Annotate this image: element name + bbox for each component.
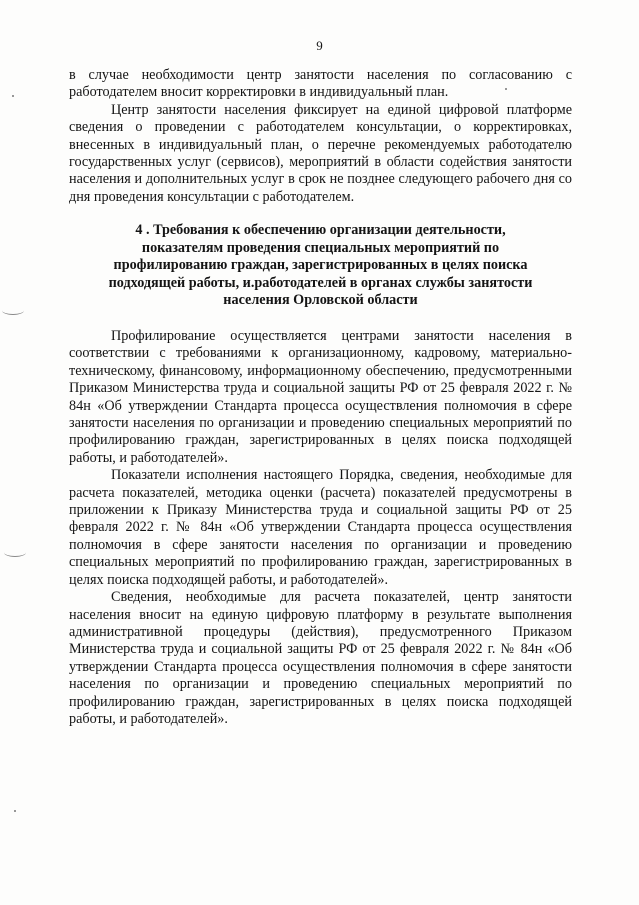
scan-speck xyxy=(12,95,14,97)
scan-speck xyxy=(14,810,16,812)
heading-line: профилированию граждан, зарегистрированных в целях поиска xyxy=(113,257,528,274)
paragraph: Профилирование осуществляется центрами занятости населения в соответствии с требованиями к организационному, кадровому, материально-техническому, финансовому, информационному обеспечению, предусмотренными Приказом Министерства труда и социальной защиты РФ от 25 февраля 2022 г. № 84н «Об утверждении Стандарта процесса осуществления полномочия в сфере занятости населения по организации и проведению специальных мероприятий по профилированию граждан, зарегистрированных в целях поиска подходящей работы, и работодателей». xyxy=(69,328,572,466)
section-body xyxy=(69,328,572,728)
heading-line: населения Орловской области xyxy=(223,292,418,309)
heading-line: показателям проведения специальных мероприятий по xyxy=(141,239,500,256)
heading-line: подходящей работы, и.работодателей в органах службы занятости xyxy=(108,274,533,291)
heading-line: 4 . Требования к обеспечению организации деятельности, xyxy=(135,222,506,238)
paragraph: Показатели исполнения настоящего Порядка, сведения, необходимые для расчета показателей, методика оценки (расчета) показателей предусмотрены в приложении к Приказу Министерства труда и социальной защиты РФ от 25 февраля 2022 г. № 84н «Об утверждении Стандарта процесса осуществления полномочия в сфере занятости населения по организации и проведению специальных мероприятий по профилированию граждан, зарегистрированных в целях поиска подходящей работы, и работодателей». xyxy=(69,467,572,588)
section-heading xyxy=(69,222,572,310)
paragraph: Центр занятости населения фиксирует на единой цифровой платформе сведения о проведении с работодателем консультации, о корректировках, внесенных в индивидуальный план, о перечне рекомендуемых работодателю государственных услуг (сервисов), мероприятий в области содействия занятости населения и дополнительных услуг в срок не позднее следующего рабочего дня со дня проведения консультации с работодателем. xyxy=(69,101,572,205)
paragraph: Сведения, необходимые для расчета показателей, центр занятости населения вносит на единую цифровую платформу в результате выполнения административной процедуры (действия), предусмотренного Приказом Министерства труда и социальной защиты РФ от 25 февраля 2022 г. № 84н «Об утверждении Стандарта процесса осуществления полномочия в сфере занятости населения по организации и проведению специальных мероприятий по профилированию граждан, зарегистрированных в целях поиска подходящей работы, и работодателей». xyxy=(69,589,572,727)
scan-mark xyxy=(2,306,24,315)
scan-speck xyxy=(505,88,507,90)
intro-text xyxy=(69,67,572,206)
scan-mark xyxy=(4,548,26,557)
paragraph: в случае необходимости центр занятости населения по согласованию с работодателем вносит корректировки в индивидуальный план. xyxy=(69,67,572,101)
page-number: 9 xyxy=(316,38,323,53)
